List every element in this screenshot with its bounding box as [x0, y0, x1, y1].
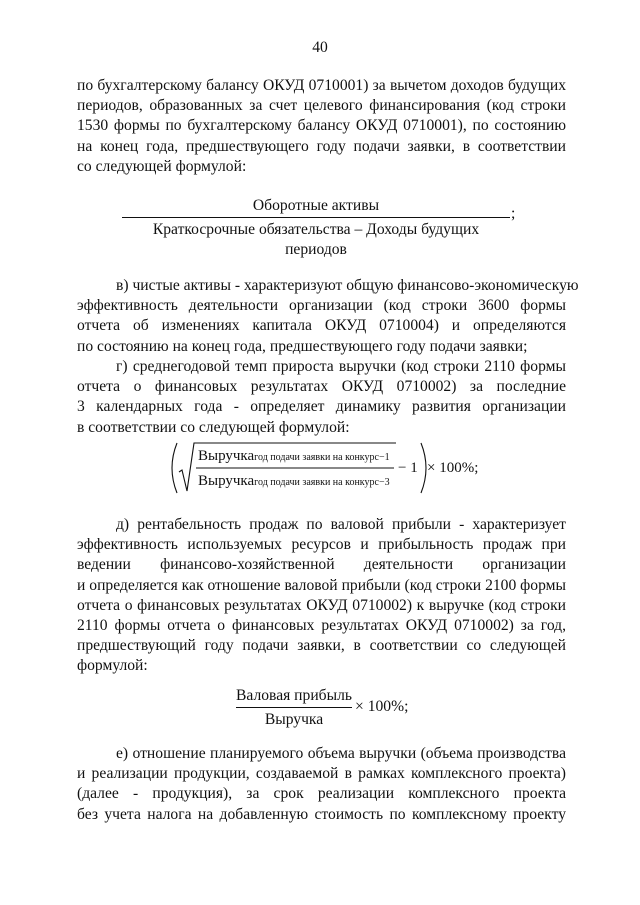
- text-line: 1530 формы по бухгалтерскому балансу ОКУД 0710001), по состоянию: [77, 117, 566, 135]
- formula-suffix: ;: [511, 205, 516, 222]
- text-line: со следующей формулой:: [77, 157, 247, 175]
- page-number: 40: [312, 39, 328, 56]
- text-line: предшествующий году подачи заявки, в соответствии со следующей: [77, 637, 566, 655]
- paragraph-gross-margin-text: [77, 515, 566, 677]
- formula-gross-margin: [236, 686, 436, 730]
- text-line: эффективность используемых ресурсов и прибыльность продаж при: [77, 536, 566, 554]
- paragraph-net-assets: [77, 276, 579, 357]
- formula-denominator: Выручкагод подачи заявки на конкурс−3: [198, 473, 390, 489]
- text-line: эффективность деятельности организации (код строки 3600 формы: [77, 297, 566, 315]
- text-line: г) среднегодовой темп прироста выручки (код строки 2110 формы: [116, 358, 566, 375]
- text-line: д) рентабельность продаж по валовой прибыли - характеризует: [116, 516, 566, 533]
- formula-numerator: Валовая прибыль: [236, 687, 352, 704]
- fraction-bar: [236, 707, 352, 708]
- text-line: е) отношение планируемого объема выручки (объема производства: [116, 745, 566, 762]
- text-line: по бухгалтерскому балансу ОКУД 0710001) за вычетом доходов будущих: [77, 77, 566, 94]
- text-line: без учета налога на добавленную стоимость по комплексному проекту: [77, 805, 566, 823]
- formula-minus-one: − 1: [398, 460, 418, 476]
- text-line: по состоянию на конец года, предшествующего году подачи заявки;: [77, 337, 528, 355]
- text-line: ведении финансово-хозяйственной деятельности организации: [77, 556, 566, 574]
- text-line: и реализации продукции, создаваемой в рамках комплексного проекта): [77, 765, 566, 783]
- text-line: 3 календарных года - определяет динамику развития организации: [77, 398, 566, 416]
- formula-multiplier: × 100%;: [355, 698, 409, 715]
- text-line: формулой:: [77, 657, 148, 675]
- text-line: (далее - продукция), за срок реализации комплексного проекта: [77, 785, 566, 803]
- formula-multiplier: × 100%;: [427, 460, 479, 476]
- fraction-bar: [122, 217, 510, 218]
- paragraph-planned-revenue: [77, 744, 566, 825]
- text-line: отчета о финансовых результатах ОКУД 0710002) к выручке (код строки: [77, 596, 566, 614]
- text-line: на конец года, предшествующего году подачи заявки, в соответствии: [77, 137, 566, 155]
- text-line: 2110 формы отчета о финансовых результатах ОКУД 0710002) за год,: [77, 617, 566, 635]
- paragraph-intro: [77, 76, 566, 177]
- formula-denominator: Краткосрочные обязательства – Доходы будущих периодов: [152, 221, 480, 258]
- paragraph-revenue-growth: [77, 357, 566, 438]
- formula-numerator: Выручкагод подачи заявки на конкурс−1: [198, 448, 390, 464]
- text-line: в) чистые активы - характеризуют общую финансово-экономическую: [116, 277, 579, 294]
- formula-numerator: Оборотные активы: [252, 197, 380, 214]
- text-line: периодов, образованных за счет целевого финансирования (код строки: [77, 97, 566, 115]
- paragraph-planned-revenue-text: [77, 744, 566, 825]
- text-line: в соответствии со следующей формулой:: [77, 418, 350, 436]
- paragraph-gross-margin: [77, 515, 566, 677]
- text-line: отчета об изменениях капитала ОКУД 0710004) и определяются: [77, 317, 566, 335]
- paragraph-revenue-growth-text: [77, 357, 566, 438]
- paragraph-net-assets-text: [77, 276, 579, 357]
- text-line: и определяется как отношение валовой прибыли (код строки 2100 формы: [77, 576, 566, 594]
- formula-revenue-growth: [168, 440, 498, 496]
- formula-current-ratio: [122, 196, 522, 260]
- formula-denominator: Выручка: [264, 711, 324, 729]
- text-line: отчета о финансовых результатах ОКУД 0710002) за последние: [77, 378, 566, 396]
- paragraph-intro-text: [77, 76, 566, 177]
